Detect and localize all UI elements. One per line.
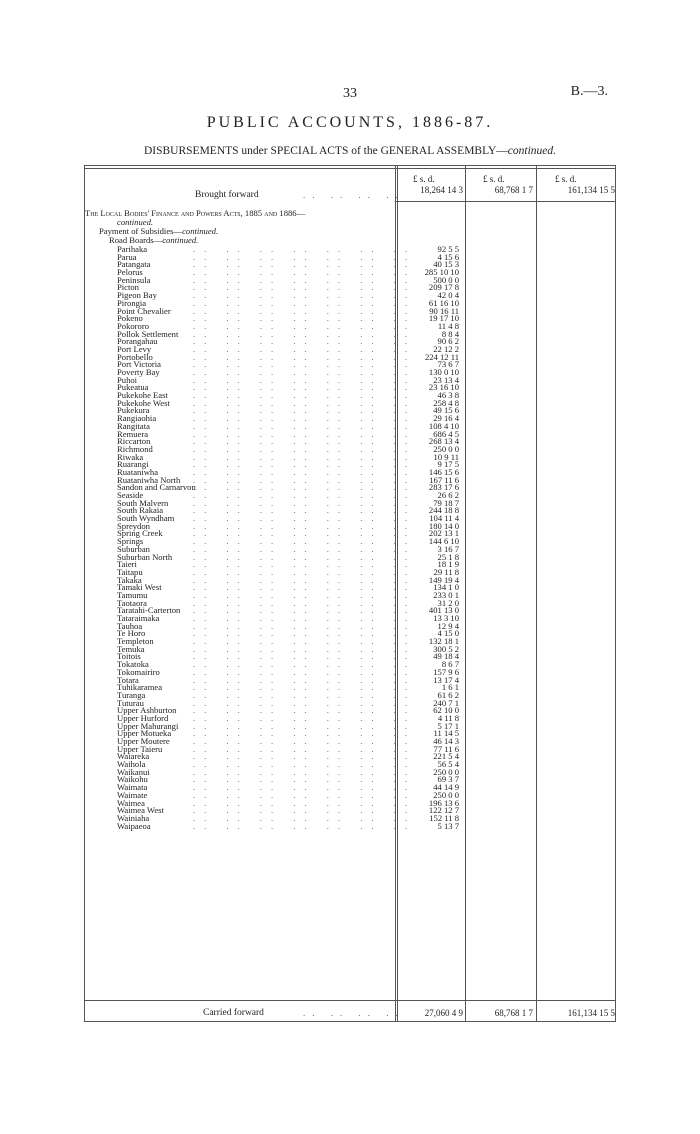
road-board-name: Takaka (117, 574, 142, 585)
road-board-name: Parihaka (117, 244, 148, 254)
leader-dots: .. .. .. .. .. .. .. (193, 728, 416, 739)
amount: 149 19 4 (428, 574, 459, 585)
road-board-name: Taotaora (117, 597, 147, 608)
road-board-name: Spreydon (117, 520, 150, 531)
table-row (85, 820, 617, 831)
leader-dots: .. .. .. .. .. .. .. (193, 244, 416, 254)
subsection-label: Payment of Subsidies— (99, 226, 183, 236)
amount: 19 17 10 (428, 313, 459, 324)
leader-dots: .. .. .. .. .. .. .. (193, 436, 416, 447)
leader-dots: .. .. .. .. .. .. .. (193, 689, 416, 700)
brought-forward-c2: 68,768 1 7 (494, 185, 533, 195)
road-board-name: Peninsula (117, 274, 151, 285)
amount: 300 5 2 (433, 643, 459, 654)
leader-dots: .. .. .. .. .. .. .. (193, 451, 416, 462)
road-board-name: Taieri (117, 559, 137, 570)
leader-dots: .. .. .. .. .. .. .. (193, 305, 416, 316)
leader-dots: .. .. .. .. .. .. .. (193, 551, 416, 562)
amount: 73 6 7 (437, 359, 459, 370)
amount: 44 14 9 (433, 782, 459, 793)
amount: 250 0 0 (433, 789, 459, 800)
carried-forward-c3: 161,134 15 5 (567, 1008, 615, 1018)
road-board-name: Riccarton (117, 436, 151, 447)
road-board-name: Tataraimaka (117, 613, 160, 623)
road-board-name: Puhoi (117, 374, 138, 385)
amount: 122 12 7 (428, 805, 459, 816)
amount: 221 5 4 (433, 751, 459, 762)
road-board-name: Pukekura (117, 405, 150, 416)
leader-dots: .. .. .. .. .. .. .. (193, 759, 416, 770)
amount: 9 17 5 (437, 459, 459, 470)
amount: 283 17 6 (428, 482, 459, 493)
road-board-name: Tokatoka (117, 659, 149, 670)
road-board-name: Portobello (117, 351, 153, 362)
road-board-name: Rangitata (117, 420, 150, 431)
leader-dots: .. .. .. .. .. .. .. (193, 651, 416, 662)
amount: 500 0 0 (433, 274, 459, 285)
amount: 10 9 11 (433, 451, 459, 462)
column-header-2: £ s. d. (483, 174, 505, 184)
leader-dots: .. .. .. .. .. .. .. (193, 397, 416, 408)
amount: 108 4 10 (428, 420, 459, 431)
road-board-name: Taitapu (117, 566, 143, 577)
road-board-list (85, 246, 617, 830)
leader-dots: .. .. .. .. .. .. .. (193, 459, 416, 470)
road-board-name: Springs (117, 536, 144, 547)
leader-dots: .. .. .. .. .. .. .. (193, 251, 416, 262)
total-rule (396, 201, 615, 202)
road-board-name: Waimate (117, 789, 148, 800)
amount: 1 6 1 (441, 682, 459, 693)
amount: 11 4 8 (437, 320, 459, 331)
road-board-name: Wainiaha (117, 812, 150, 823)
leader-dots: .. .. .. .. .. .. .. (193, 605, 416, 616)
road-board-name: Pelorus (117, 267, 143, 278)
amount: 90 16 11 (429, 305, 459, 316)
leader-dots: .. .. .. .. .. .. .. (193, 666, 416, 677)
road-board-name: South Malvern (117, 497, 169, 508)
leader-dots: .. .. .. .. .. .. .. (193, 797, 416, 808)
amount: 31 2 0 (437, 597, 459, 608)
road-board-name: Pirongia (117, 297, 147, 308)
document-reference: B.—3. (570, 84, 608, 99)
amount: 46 3 8 (437, 390, 459, 401)
road-board-name: Spring Creek (117, 528, 163, 539)
road-board-name: Waihola (117, 759, 146, 770)
amount: 92 5 5 (437, 244, 459, 254)
amount: 8 8 4 (441, 328, 459, 339)
road-board-name: Turanga (117, 689, 146, 700)
leader-dots: .. .. .. .. .. .. .. (193, 712, 416, 723)
amount: 79 18 7 (433, 497, 459, 508)
leader-dots: .. .. .. .. .. .. .. (193, 597, 416, 608)
road-board-name: Riwaka (117, 451, 144, 462)
road-board-name: Ruataniwha North (117, 474, 181, 485)
road-board-name: Templeton (117, 636, 154, 647)
amount: 152 11 8 (429, 812, 459, 823)
amount: 104 11 4 (429, 513, 459, 524)
amount: 209 17 8 (428, 282, 459, 293)
leader-dots: .. .. .. .. .. .. .. (193, 490, 416, 500)
leader-dots: .. .. .. .. .. .. .. (193, 720, 416, 731)
leader-dots: .. .. .. .. .. .. .. (193, 636, 416, 647)
leader-dots: .. .. .. .. .. .. .. (193, 520, 416, 531)
road-board-name: Poverty Bay (117, 367, 160, 377)
leader-dots: .. .. .. .. .. .. .. (193, 528, 416, 539)
leader-dots: .. .. .. .. .. .. .. (193, 274, 416, 285)
carried-forward-label: Carried forward (203, 1008, 264, 1018)
carried-forward-c1: 27,060 4 9 (424, 1008, 463, 1018)
road-board-name: Suburban (117, 543, 150, 554)
leader-dots: .. .. .. .. .. .. .. (193, 566, 416, 577)
road-board-name: Point Chevalier (117, 305, 171, 316)
road-board-name: Waikohu (117, 774, 148, 785)
amount: 5 17 1 (437, 720, 459, 731)
road-board-name: Upper Taieru (117, 743, 163, 754)
leader-dots: .. .. .. .. .. .. .. (193, 313, 416, 324)
leader-dots: .. .. .. .. .. .. .. (193, 320, 416, 331)
road-board-name: Tuturau (117, 697, 144, 708)
accounts-table (84, 165, 616, 1022)
leader-dots: .. .. .. .. .. .. .. (193, 774, 416, 785)
road-boards-label: Road Boards— (109, 235, 163, 245)
road-board-name: Te Horo (117, 628, 146, 639)
amount: 4 11 8 (437, 712, 459, 723)
amount: 244 18 8 (428, 505, 459, 516)
leader-dots: .. .. .. .. .. .. .. (193, 574, 416, 585)
road-board-name: Ruarangi (117, 459, 149, 470)
road-board-name: Tamaki West (117, 582, 162, 593)
leader-dots: .. .. .. .. .. .. .. (193, 367, 416, 377)
road-board-name: Taratahi-Carterton (117, 605, 181, 616)
amount: 26 6 2 (437, 490, 459, 500)
road-board-name: Tokomairiro (117, 666, 160, 677)
leader-dots: .. .. .. .. .. .. .. (193, 382, 416, 393)
road-board-name: Porangahau (117, 336, 158, 347)
road-board-name: Waikanui (117, 766, 150, 777)
leader-dots: .. .. .. .. .. .. .. (193, 267, 416, 278)
road-board-name: Ruataniwha (117, 466, 159, 477)
amount: 62 10 0 (433, 705, 459, 716)
road-board-name: Port Levy (117, 343, 152, 354)
amount: 401 13 0 (428, 605, 459, 616)
amount: 250 0 0 (433, 443, 459, 454)
amount: 23 16 10 (428, 382, 459, 393)
section-heading-continued: continued. (117, 217, 154, 227)
road-board-name: Totara (117, 674, 139, 685)
amount: 224 12 11 (424, 351, 459, 362)
road-board-name: Tauhoa (117, 620, 143, 631)
header-rule (85, 168, 615, 169)
leader-dots: .. .. .. .. .. .. .. (193, 643, 416, 654)
leader-dots: .. .. .. .. .. .. .. (193, 705, 416, 716)
amount: 196 13 6 (428, 797, 459, 808)
footer-rule (85, 1000, 615, 1001)
leader-dots: .. .. .. .. .. .. .. (193, 290, 416, 301)
amount: 13 3 10 (433, 613, 459, 623)
amount: 46 14 3 (433, 736, 459, 746)
amount: 258 4 8 (433, 397, 459, 408)
amount: 180 14 0 (428, 520, 459, 531)
amount: 167 11 6 (429, 474, 459, 485)
leader-dots: .. .. .. .. (303, 190, 405, 200)
page-title: PUBLIC ACCOUNTS, 1886-87. (206, 114, 494, 131)
amount: 144 6 10 (428, 536, 459, 547)
road-board-name: Temuka (117, 643, 145, 654)
amount: 240 7 1 (433, 697, 459, 708)
column-header-1: £ s. d. (413, 174, 435, 184)
road-boards-continued: continued. (162, 235, 199, 245)
leader-dots: .. .. .. .. .. .. .. (193, 659, 416, 670)
amount: 250 0 0 (433, 766, 459, 777)
leader-dots: .. .. .. .. .. .. .. (193, 336, 416, 347)
road-board-name: Sandon and Carnarvon (117, 482, 196, 493)
amount: 22 12 2 (433, 343, 459, 354)
amount: 49 18 4 (433, 651, 459, 662)
road-board-name: Waimea West (117, 805, 164, 816)
road-board-name: Upper Ashburton (117, 705, 177, 716)
road-board-name: Tuhikaramea (117, 682, 163, 693)
leader-dots: .. .. .. .. .. .. .. (193, 543, 416, 554)
amount: 29 16 4 (433, 413, 459, 424)
amount: 42 0 4 (437, 290, 459, 301)
amount: 146 15 6 (428, 466, 459, 477)
road-board-name: Upper Moutere (117, 736, 170, 746)
column-header-3: £ s. d. (555, 174, 577, 184)
amount: 29 11 8 (433, 566, 459, 577)
leader-dots: .. .. .. .. .. .. .. (193, 789, 416, 800)
leader-dots: .. .. .. .. (303, 1008, 405, 1018)
amount: 3 16 7 (437, 543, 459, 554)
road-board-name: Picton (117, 282, 139, 293)
leader-dots: .. .. .. .. .. .. .. (193, 259, 416, 270)
leader-dots: .. .. .. .. .. .. .. (193, 736, 416, 746)
road-board-name: Pukekohe West (117, 397, 170, 408)
road-board-name: Richmond (117, 443, 153, 454)
road-board-name: Upper Hurford (117, 712, 169, 723)
leader-dots: .. .. .. .. .. .. .. (193, 805, 416, 816)
leader-dots: .. .. .. .. .. .. .. (193, 782, 416, 793)
leader-dots: .. .. .. .. .. .. .. (193, 282, 416, 293)
road-board-name: Pollok Settlement (117, 328, 179, 339)
leader-dots: .. .. .. .. .. .. .. (193, 443, 416, 454)
leader-dots: .. .. .. .. .. .. .. (193, 420, 416, 431)
brought-forward-c3: 161,134 15 5 (567, 185, 615, 195)
road-board-name: Rangiaohia (117, 413, 157, 424)
amount: 40 15 3 (433, 259, 459, 270)
road-board-name: Pukeatua (117, 382, 149, 393)
road-board-name: Pigeon Bay (117, 290, 157, 301)
amount: 202 13 1 (428, 528, 459, 539)
leader-dots: .. .. .. .. .. .. .. (193, 351, 416, 362)
road-board-name: Port Victoria (117, 359, 161, 370)
leader-dots: .. .. .. .. .. .. .. (193, 497, 416, 508)
leader-dots: .. .. .. .. .. .. .. (193, 613, 416, 623)
leader-dots: .. .. .. .. .. .. .. (193, 482, 416, 493)
amount: 90 6 2 (437, 336, 459, 347)
road-board-name: Upper Motueka (117, 728, 172, 739)
amount: 12 9 4 (437, 620, 459, 631)
leader-dots: .. .. .. .. .. .. .. (193, 374, 416, 385)
amount: 13 17 4 (433, 674, 459, 685)
amount: 8 6 7 (441, 659, 459, 670)
road-board-name: Pokeno (117, 313, 143, 324)
road-board-name: Upper Mahurangi (117, 720, 179, 731)
amount: 49 15 6 (433, 405, 459, 416)
leader-dots: .. .. .. .. .. .. .. (193, 812, 416, 823)
amount: 61 6 2 (437, 689, 459, 700)
amount: 77 11 6 (433, 743, 459, 754)
leader-dots: .. .. .. .. .. .. .. (193, 620, 416, 631)
road-board-name: Parua (117, 251, 137, 262)
amount: 11 14 5 (433, 728, 459, 739)
leader-dots: .. .. .. .. .. .. .. (193, 343, 416, 354)
amount: 18 1 9 (437, 559, 459, 570)
subtitle-continued: continued. (507, 145, 557, 157)
leader-dots: .. .. .. .. .. .. .. (193, 766, 416, 777)
leader-dots: .. .. .. .. .. .. .. (193, 413, 416, 424)
leader-dots: .. .. .. .. .. .. .. (193, 505, 416, 516)
amount: 4 15 0 (437, 628, 459, 639)
leader-dots: .. .. .. .. .. .. .. (193, 751, 416, 762)
leader-dots: .. .. .. .. .. .. .. (193, 743, 416, 754)
road-board-name: Seaside (117, 490, 144, 500)
road-board-name: Remuera (117, 428, 149, 439)
road-board-name: Waimata (117, 782, 148, 793)
amount: 130 0 10 (428, 367, 459, 377)
brought-forward-c1: 18,264 14 3 (420, 185, 463, 195)
leader-dots: .. .. .. .. .. .. .. (193, 328, 416, 339)
leader-dots: .. .. .. .. .. .. .. (193, 359, 416, 370)
leader-dots: .. .. .. .. .. .. .. (193, 628, 416, 639)
amount: 686 4 5 (433, 428, 459, 439)
road-board-name: South Rakaia (117, 505, 164, 516)
section-heading: The Local Bodies' Finance and Powers Acts, 1885 and 1886— (85, 208, 306, 218)
amount: 23 13 4 (433, 374, 459, 385)
amount: 5 13 7 (437, 820, 459, 831)
amount: 61 16 10 (428, 297, 459, 308)
leader-dots: .. .. .. .. .. .. .. (193, 466, 416, 477)
amount: 69 3 7 (437, 774, 459, 785)
amount: 56 5 4 (437, 759, 459, 770)
leader-dots: .. .. .. .. .. .. .. (193, 682, 416, 693)
leader-dots: .. .. .. .. .. .. .. (193, 390, 416, 401)
road-board-name: Toitois (117, 651, 141, 662)
leader-dots: .. .. .. .. .. .. .. (193, 559, 416, 570)
amount: 157 9 6 (433, 666, 459, 677)
leader-dots: .. .. .. .. .. .. .. (193, 820, 416, 831)
brought-forward-label: Brought forward (195, 190, 259, 200)
amount: 132 18 1 (428, 636, 459, 647)
subtitle-main: DISBURSEMENTS under SPECIAL ACTS of the GENERAL ASSEMBLY— (143, 145, 508, 157)
leader-dots: .. .. .. .. .. .. .. (193, 474, 416, 485)
amount: 285 10 10 (424, 267, 459, 278)
amount: 4 15 6 (437, 251, 459, 262)
leader-dots: .. .. .. .. .. .. .. (193, 589, 416, 600)
amount: 268 13 4 (428, 436, 459, 447)
leader-dots: .. .. .. .. .. .. .. (193, 697, 416, 708)
page-subtitle (0, 145, 700, 157)
page-number: 33 (343, 86, 357, 101)
road-board-name: Waiareka (117, 751, 150, 762)
road-board-name: Waimea (117, 797, 145, 808)
leader-dots: .. .. .. .. .. .. .. (193, 297, 416, 308)
leader-dots: .. .. .. .. .. .. .. (193, 405, 416, 416)
leader-dots: .. .. .. .. .. .. .. (193, 513, 416, 524)
leader-dots: .. .. .. .. .. .. .. (193, 428, 416, 439)
road-board-name: Patangata (117, 259, 151, 270)
leader-dots: .. .. .. .. .. .. .. (193, 582, 416, 593)
road-board-name: Tamumu (117, 589, 148, 600)
leader-dots: .. .. .. .. .. .. .. (193, 674, 416, 685)
amount: 25 1 8 (437, 551, 459, 562)
carried-forward-c2: 68,768 1 7 (494, 1008, 533, 1018)
subsection-continued: continued. (182, 226, 219, 236)
road-board-name: Pukekohe East (117, 390, 168, 401)
road-board-name: Suburban North (117, 551, 173, 562)
amount: 233 0 1 (433, 589, 459, 600)
amount: 134 1 0 (433, 582, 459, 593)
road-board-name: Pokororo (117, 320, 149, 331)
road-board-name: Waipaeoa (117, 820, 151, 831)
road-board-name: South Wyndham (117, 513, 175, 524)
leader-dots: .. .. .. .. .. .. .. (193, 536, 416, 547)
